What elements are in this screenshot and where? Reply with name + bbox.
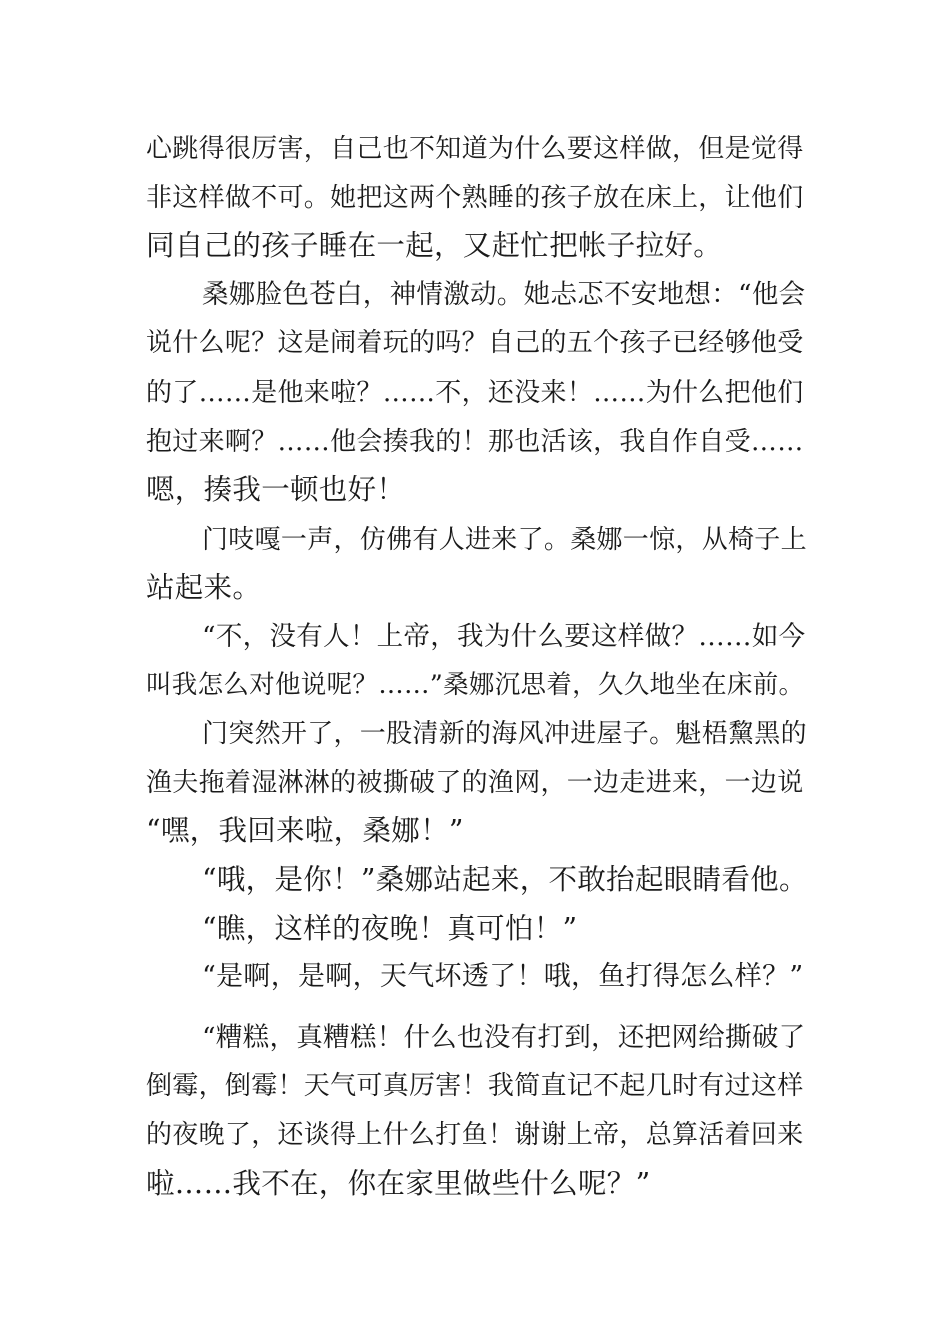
text-line: 桑娜脸色苍白，神情激动。她忐忑不安地想：“他会 <box>202 279 806 310</box>
text-line: 的夜晚了，还谈得上什么打鱼！谢谢上帝，总算活着回来 <box>146 1120 804 1150</box>
text-line: 同自己的孩子睡在一起，又赶忙把帐子拉好。 <box>146 229 723 262</box>
text-line: 渔夫拖着湿淋淋的被撕破了的渔网，一边走进来，一边说 <box>146 768 804 798</box>
text-line: “哦，是你！”桑娜站起来，不敢抬起眼睛看他。 <box>202 863 808 896</box>
text-line: “嘿，我回来啦，桑娜！” <box>146 814 464 847</box>
text-line: 站起来。 <box>146 571 262 604</box>
text-line: 倒霉，倒霉！天气可真厉害！我简直记不起几时有过这样 <box>146 1071 804 1101</box>
text-line: 非这样做不可。她把这两个熟睡的孩子放在床上，让他们 <box>146 183 804 213</box>
text-line: 的了……是他来啦？……不，还没来！……为什么把他们 <box>146 378 804 408</box>
text-line: 门吱嘎一声，仿佛有人进来了。桑娜一惊，从椅子上 <box>202 525 807 555</box>
text-line: 嗯，揍我一顿也好！ <box>146 473 406 506</box>
text-line: 门突然开了，一股清新的海风冲进屋子。魁梧黧黑的 <box>202 719 807 749</box>
text-line: 抱过来啊？……他会揍我的！那也活该，我自作自受…… <box>146 427 804 457</box>
text-line: “不，没有人！上帝，我为什么要这样做？……如今 <box>202 621 806 652</box>
text-line: 啦……我不在，你在家里做些什么呢？” <box>146 1167 651 1200</box>
text-line: 叫我怎么对他说呢？……”桑娜沉思着，久久地坐在床前。 <box>146 670 805 700</box>
text-line: “瞧，这样的夜晚！真可怕！” <box>202 912 578 945</box>
text-line: “糟糕，真糟糕！什么也没有打到，还把网给撕破了 <box>202 1022 806 1053</box>
text-line: 心跳得很厉害，自己也不知道为什么要这样做，但是觉得 <box>146 134 804 164</box>
text-line: “是啊，是啊，天气坏透了！哦，鱼打得怎么样？” <box>202 961 804 992</box>
text-line: 说什么呢？这是闹着玩的吗？自己的五个孩子已经够他受 <box>146 328 804 358</box>
